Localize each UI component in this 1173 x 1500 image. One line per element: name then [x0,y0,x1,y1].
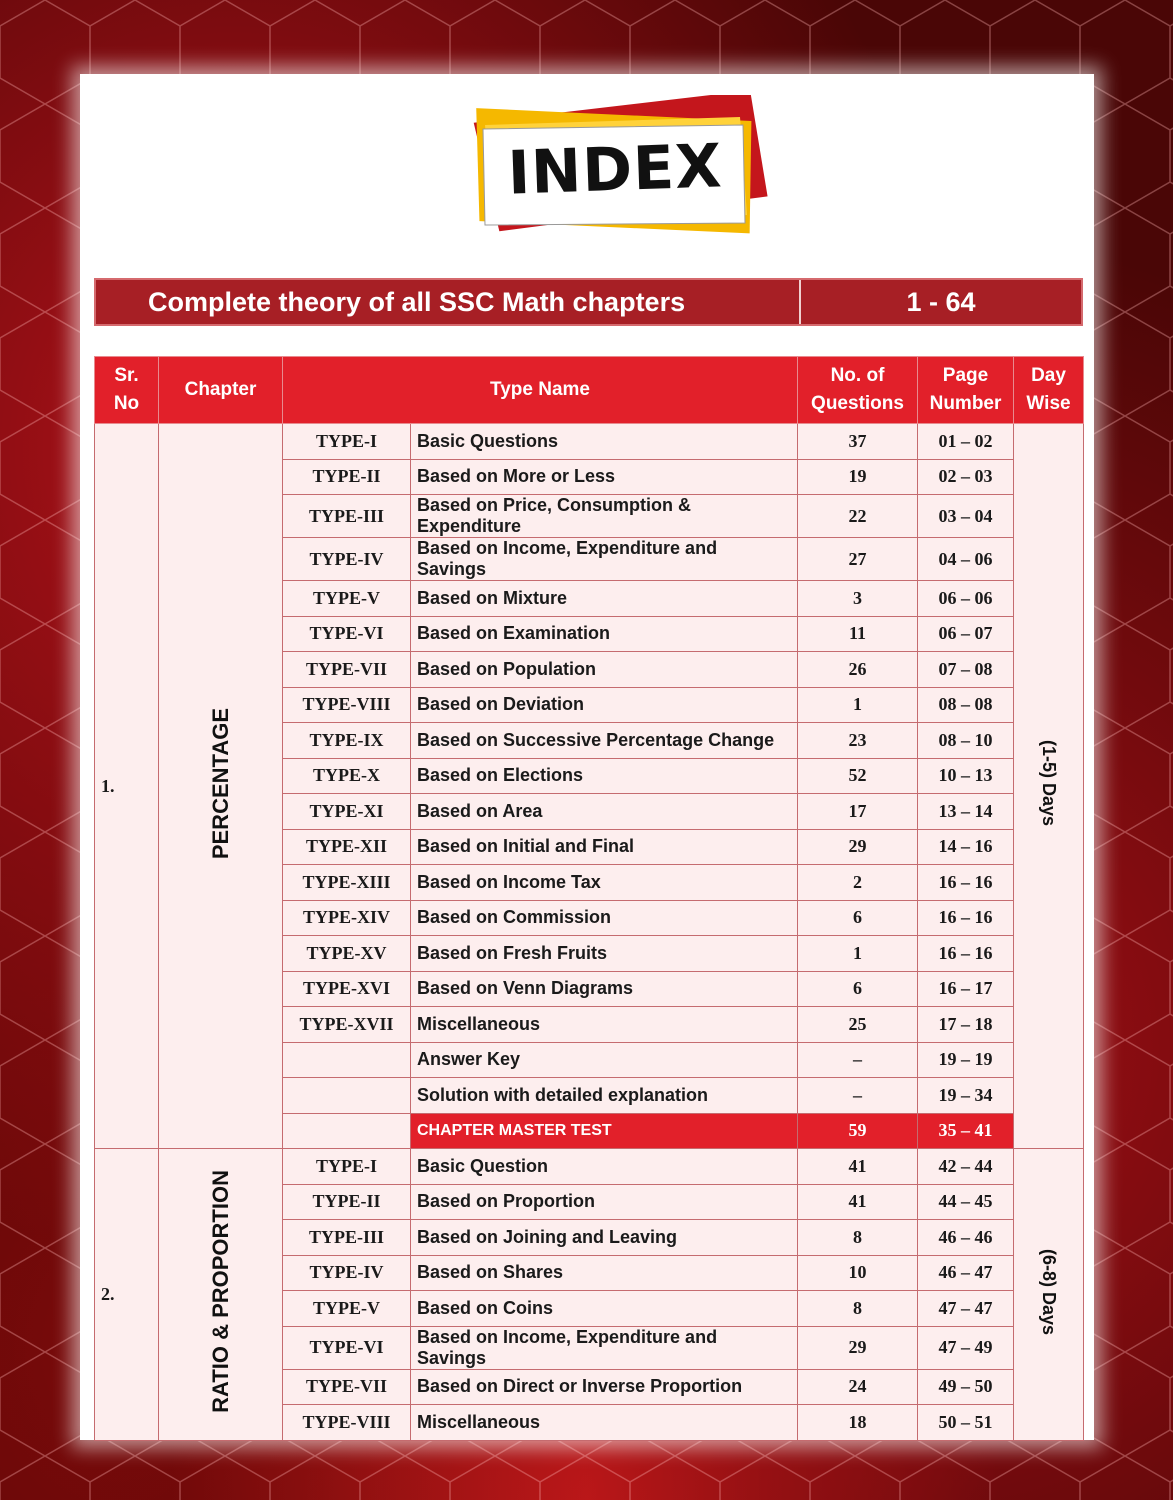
header-page: Page Number [918,357,1014,424]
type-name: Based on Venn Diagrams [411,971,798,1007]
question-count: – [798,1078,918,1114]
page-range: 14 – 16 [918,829,1014,865]
page-range: 19 – 19 [918,1042,1014,1078]
type-name: Basic Question [411,1149,798,1185]
chapter-name-cell [159,424,283,1149]
type-label: TYPE-VIII [283,1405,411,1441]
type-name: Based on Shares [411,1255,798,1291]
page-range: 17 – 18 [918,1007,1014,1043]
type-name: Miscellaneous [411,1007,798,1043]
type-name: Basic Questions [411,424,798,460]
chapter-master-test-link: CHAPTER MASTER TEST [411,1113,798,1149]
type-name: Based on Direct or Inverse Proportion [411,1369,798,1405]
type-name: Based on Population [411,652,798,688]
table-row [95,424,1084,460]
type-name: Based on Examination [411,616,798,652]
question-count: 1 [798,936,918,972]
type-name: Based on Joining and Leaving [411,1220,798,1256]
type-name: Based on Income Tax [411,865,798,901]
type-label: TYPE-XV [283,936,411,972]
question-count: 25 [798,1007,918,1043]
type-name: Based on Coins [411,1291,798,1327]
header-questions: No. of Questions [798,357,918,424]
page-range: 49 – 50 [918,1369,1014,1405]
question-count: 8 [798,1220,918,1256]
page-range: 19 – 34 [918,1078,1014,1114]
type-label: TYPE-I [283,1149,411,1185]
page-range: 46 – 46 [918,1220,1014,1256]
type-label: TYPE-VIII [283,687,411,723]
question-count: 8 [798,1291,918,1327]
question-count: 10 [798,1255,918,1291]
type-name: Answer Key [411,1042,798,1078]
type-label [283,1078,411,1114]
type-name: Miscellaneous [411,1405,798,1441]
question-count: 18 [798,1405,918,1441]
question-count: 37 [798,424,918,460]
chapter-name-cell [159,1149,283,1441]
type-label: TYPE-III [283,495,411,538]
type-name: Based on Successive Percentage Change [411,723,798,759]
type-label: TYPE-VI [283,1326,411,1369]
header-chapter: Chapter [159,357,283,424]
question-count: 29 [798,829,918,865]
type-name: Based on Initial and Final [411,829,798,865]
page-range: 07 – 08 [918,652,1014,688]
page-range: 10 – 13 [918,758,1014,794]
type-label: TYPE-II [283,459,411,495]
question-count: 6 [798,900,918,936]
page-range: 16 – 16 [918,865,1014,901]
question-count: 52 [798,758,918,794]
page-range: 08 – 10 [918,723,1014,759]
question-count: – [798,1042,918,1078]
type-name: Solution with detailed explanation [411,1078,798,1114]
day-wise-cell [1014,424,1084,1149]
page-range: 08 – 08 [918,687,1014,723]
question-count: 22 [798,495,918,538]
page-range: 02 – 03 [918,459,1014,495]
logo-text: INDEX [506,131,724,209]
question-count: 1 [798,687,918,723]
page-range: 50 – 51 [918,1405,1014,1441]
type-label [283,1042,411,1078]
chapter-name: PERCENTAGE [207,707,233,860]
index-table [94,356,1084,1441]
type-name: Based on Mixture [411,581,798,617]
page-range: 03 – 04 [918,495,1014,538]
page-range: 46 – 47 [918,1255,1014,1291]
type-name: Based on Area [411,794,798,830]
type-name: Based on Price, Consumption & Expenditure [411,495,798,538]
page-range: 06 – 07 [918,616,1014,652]
title-banner [94,278,1083,326]
question-count: 2 [798,865,918,901]
type-label: TYPE-II [283,1184,411,1220]
question-count: 24 [798,1369,918,1405]
table-row [95,1149,1084,1185]
table-body [95,424,1084,1441]
page-range: 06 – 06 [918,581,1014,617]
type-name: Based on Income, Expenditure and Savings [411,1326,798,1369]
type-label: TYPE-XIV [283,900,411,936]
question-count: 41 [798,1149,918,1185]
page-range: 35 – 41 [918,1113,1014,1149]
question-count: 27 [798,538,918,581]
page-range: 16 – 16 [918,936,1014,972]
chapter-name: RATIO & PROPORTION [207,1170,233,1414]
page-range: 16 – 16 [918,900,1014,936]
type-label: TYPE-V [283,1291,411,1327]
type-name: Based on Income, Expenditure and Savings [411,538,798,581]
type-label: TYPE-IX [283,723,411,759]
question-count: 41 [798,1184,918,1220]
banner-title: Complete theory of all SSC Math chapters [96,280,801,324]
type-label: TYPE-IV [283,1255,411,1291]
type-name: Based on Elections [411,758,798,794]
chapter-sr-no: 1. [95,424,159,1149]
type-name: Based on Commission [411,900,798,936]
page-range: 01 – 02 [918,424,1014,460]
type-name: Based on Fresh Fruits [411,936,798,972]
banner-pages: 1 - 64 [906,286,976,317]
day-wise-label: (6-8) Days [1039,1248,1059,1335]
question-count: 11 [798,616,918,652]
type-label: TYPE-XIII [283,865,411,901]
page-range: 04 – 06 [918,538,1014,581]
type-label: TYPE-VII [283,652,411,688]
type-name: Based on Deviation [411,687,798,723]
type-label [283,1113,411,1149]
type-label: TYPE-VI [283,616,411,652]
question-count: 23 [798,723,918,759]
page-range: 42 – 44 [918,1149,1014,1185]
type-label: TYPE-III [283,1220,411,1256]
type-label: TYPE-XVII [283,1007,411,1043]
header-sr: Sr. No [95,357,159,424]
type-label: TYPE-XVI [283,971,411,1007]
question-count: 59 [798,1113,918,1149]
type-label: TYPE-I [283,424,411,460]
page-range: 47 – 49 [918,1326,1014,1369]
type-label: TYPE-V [283,581,411,617]
question-count: 26 [798,652,918,688]
header-type-name: Type Name [283,357,798,424]
day-wise-cell [1014,1149,1084,1441]
question-count: 29 [798,1326,918,1369]
index-logo [455,95,775,260]
day-wise-label: (1-5) Days [1039,740,1059,827]
page-range: 16 – 17 [918,971,1014,1007]
page-range: 44 – 45 [918,1184,1014,1220]
type-label: TYPE-XII [283,829,411,865]
type-label: TYPE-IV [283,538,411,581]
type-label: TYPE-VII [283,1369,411,1405]
question-count: 17 [798,794,918,830]
type-label: TYPE-XI [283,794,411,830]
header-day: Day Wise [1014,357,1084,424]
type-name: Based on More or Less [411,459,798,495]
table-header [95,357,1084,424]
page-range: 13 – 14 [918,794,1014,830]
question-count: 19 [798,459,918,495]
question-count: 6 [798,971,918,1007]
page-range: 47 – 47 [918,1291,1014,1327]
question-count: 3 [798,581,918,617]
type-label: TYPE-X [283,758,411,794]
chapter-sr-no: 2. [95,1149,159,1441]
type-name: Based on Proportion [411,1184,798,1220]
